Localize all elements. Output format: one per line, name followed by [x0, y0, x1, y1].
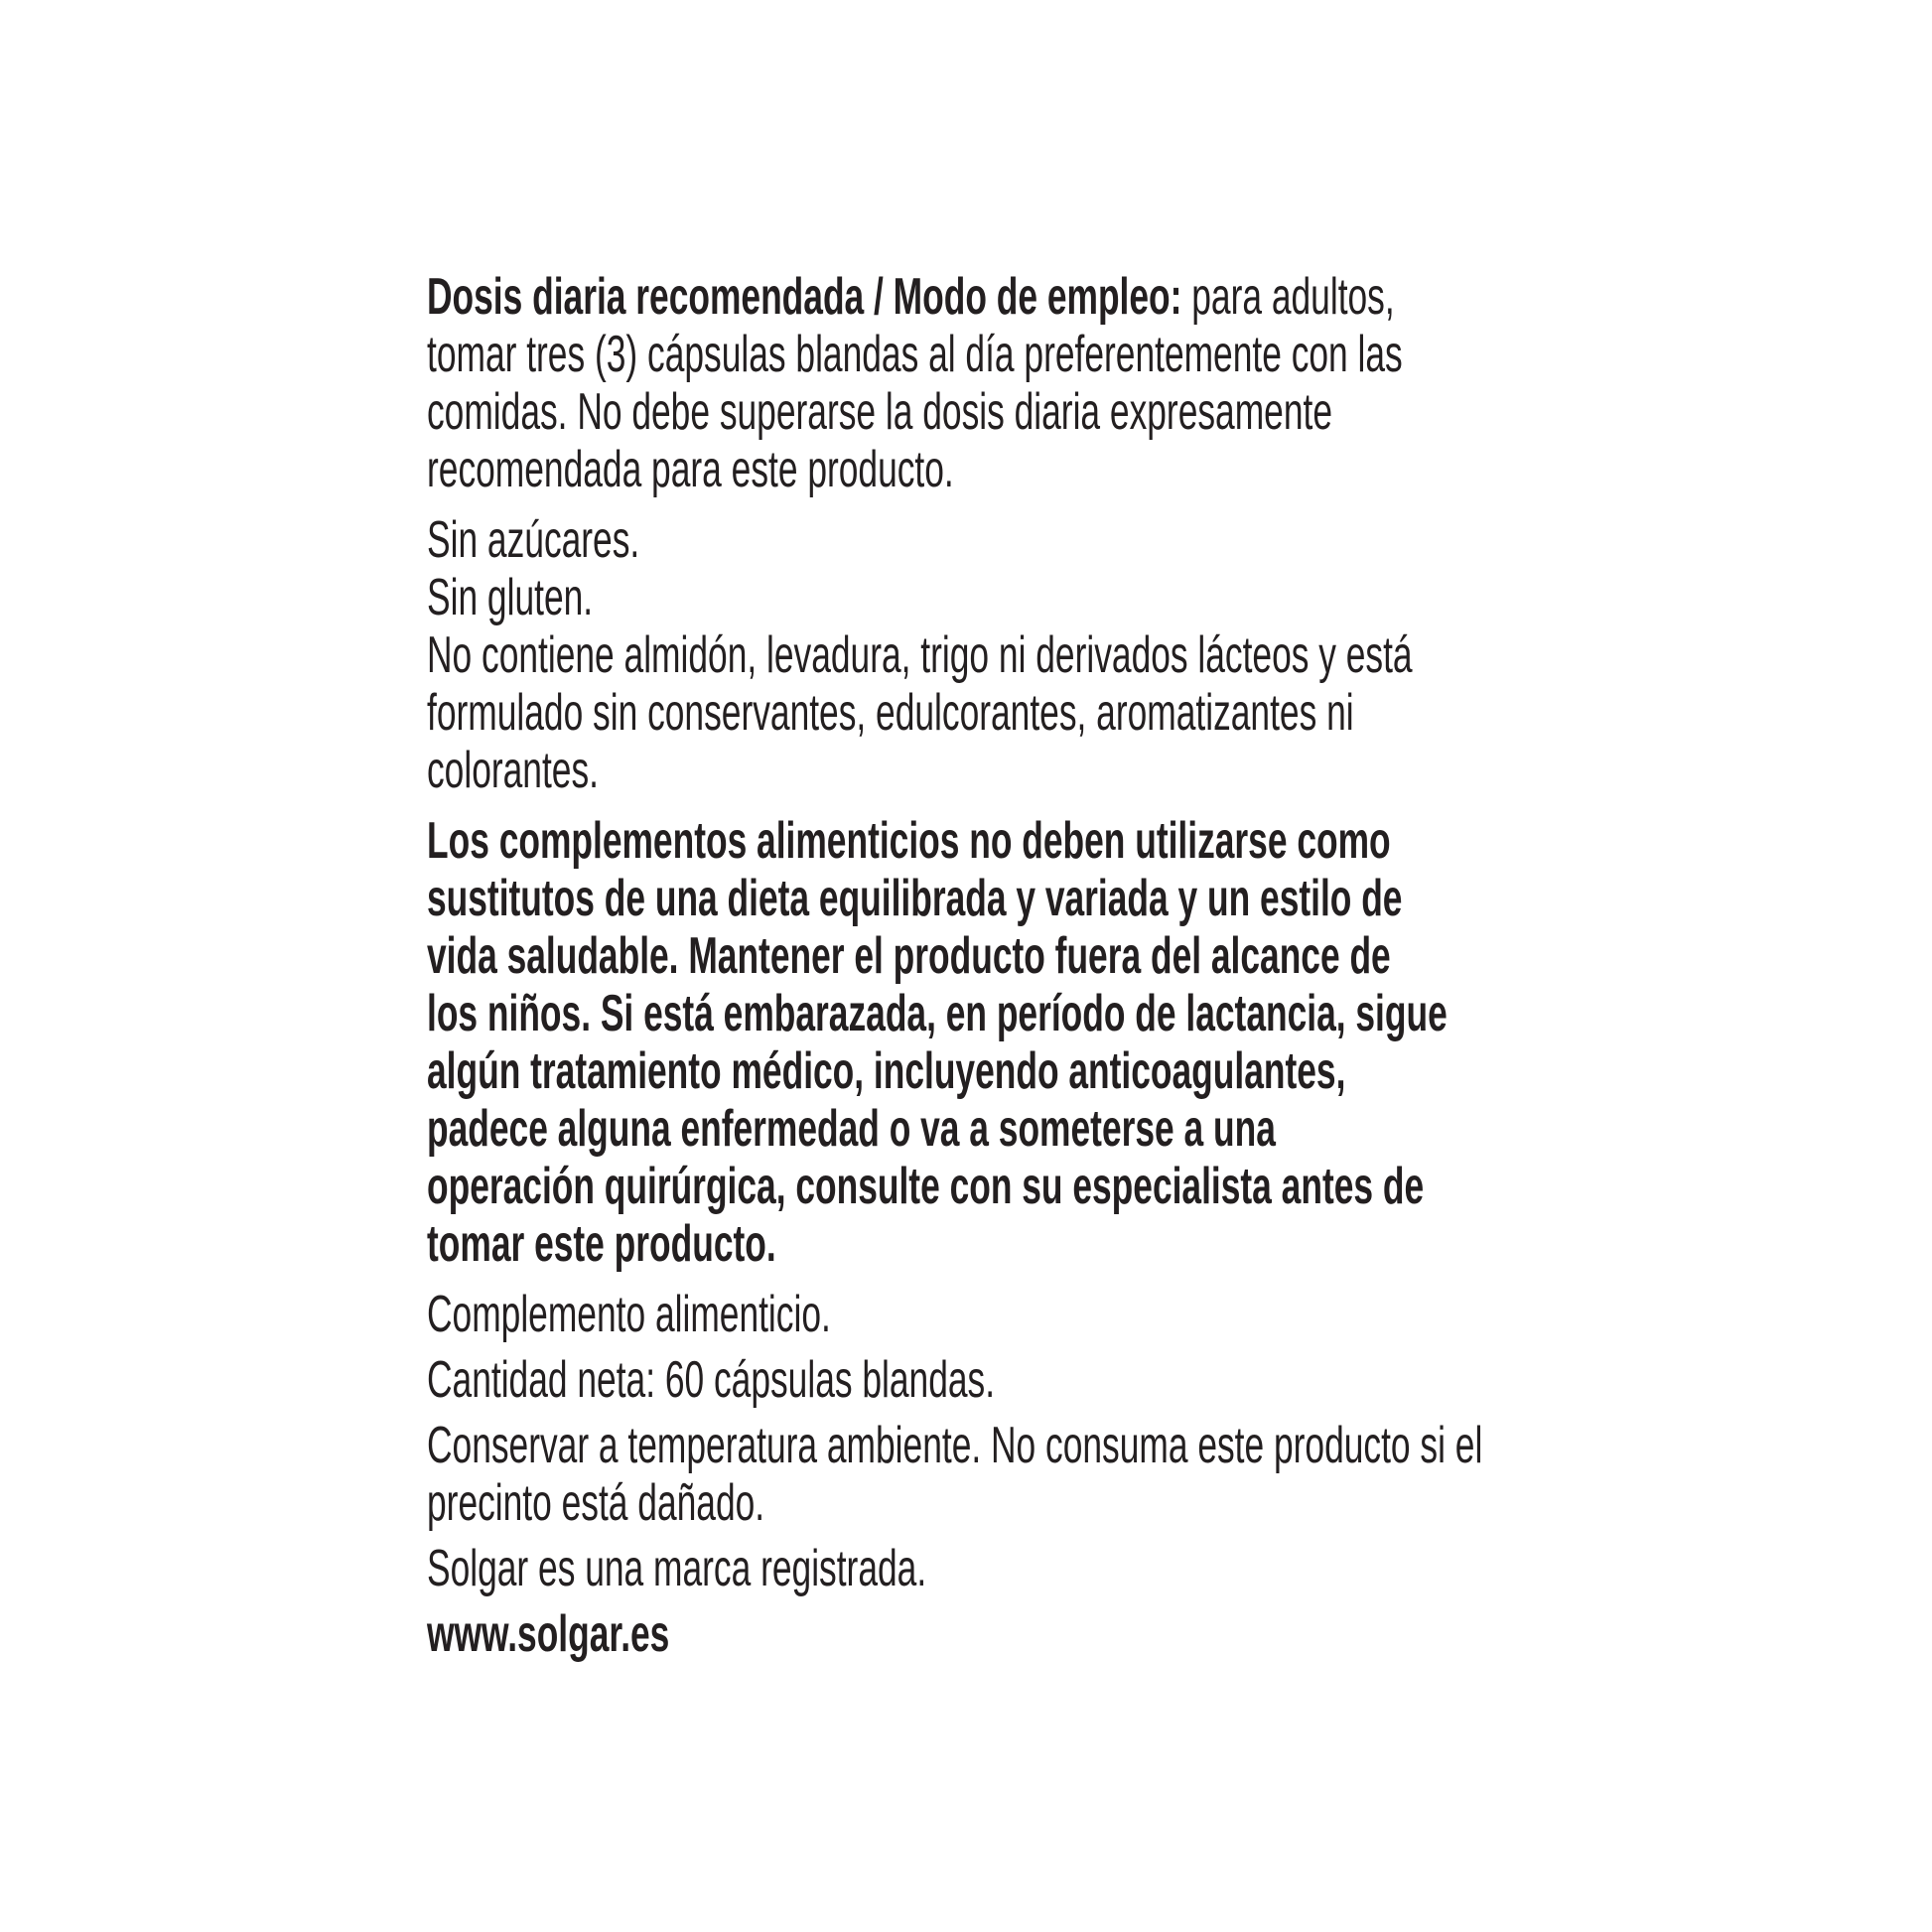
text-line [427, 812, 1575, 870]
text-line [427, 441, 1575, 498]
text-line [427, 511, 1575, 569]
paragraph-net-quantity [427, 1351, 1575, 1409]
bold-text-segment: vida saludable. Mantener el producto fuera del alcance de [427, 927, 1391, 985]
bold-text-segment: sustitutos de una dieta equilibrada y variada y un estilo de [427, 870, 1403, 927]
text-line [427, 626, 1575, 684]
text-line [427, 927, 1575, 985]
text-line [427, 684, 1575, 742]
text-line [427, 1158, 1575, 1215]
text-line [427, 326, 1575, 383]
bold-text-segment: algún tratamiento médico, incluyendo anticoagulantes, [427, 1042, 1346, 1100]
text-segment: Sin azúcares. [427, 511, 640, 569]
text-segment: Cantidad neta: 60 cápsulas blandas. [427, 1351, 996, 1409]
bold-text-segment: Los complementos alimenticios no deben utilizarse como [427, 812, 1391, 870]
text-segment: recomendada para este producto. [427, 441, 954, 498]
text-segment: comidas. No debe superarse la dosis diaria expresamente [427, 383, 1332, 441]
text-line [427, 1286, 1575, 1343]
text-line [427, 1474, 1575, 1532]
bold-text-segment: www.solgar.es [427, 1605, 670, 1663]
text-segment: Sin gluten. [427, 569, 594, 626]
bold-text-segment: padece alguna enfermedad o va a someterse a una [427, 1100, 1276, 1158]
text-segment: Conservar a temperatura ambiente. No consuma este producto si el [427, 1417, 1483, 1474]
label-text [427, 268, 1575, 1671]
text-line [427, 383, 1575, 441]
paragraph-trademark [427, 1540, 1575, 1597]
bold-text-segment: operación quirúrgica, consulte con su especialista antes de [427, 1158, 1425, 1215]
text-line [427, 569, 1575, 626]
text-line [427, 870, 1575, 927]
paragraph-website [427, 1605, 1575, 1663]
bold-text-segment: los niños. Si está embarazada, en período de lactancia, sigue [427, 985, 1448, 1042]
text-line [427, 1042, 1575, 1100]
paragraph-supplement-statement [427, 1286, 1575, 1343]
paragraph-dosage [427, 268, 1575, 498]
text-line [427, 1351, 1575, 1409]
paragraph-free-from [427, 511, 1575, 799]
text-line [427, 985, 1575, 1042]
text-segment: tomar tres (3) cápsulas blandas al día preferentemente con las [427, 326, 1403, 383]
text-segment: para adultos, [1181, 268, 1395, 326]
text-segment: precinto está dañado. [427, 1474, 765, 1532]
paragraph-storage [427, 1417, 1575, 1532]
text-segment: formulado sin conservantes, edulcorantes, aromatizantes ni [427, 684, 1354, 742]
text-line [427, 1100, 1575, 1158]
text-segment: Complemento alimenticio. [427, 1286, 831, 1343]
paragraph-warning [427, 812, 1575, 1273]
text-line [427, 268, 1575, 326]
text-segment: Solgar es una marca registrada. [427, 1540, 927, 1597]
text-line [427, 1540, 1575, 1597]
text-line [427, 742, 1575, 799]
bold-text-segment: tomar este producto. [427, 1215, 776, 1273]
text-line [427, 1605, 1575, 1663]
text-line [427, 1417, 1575, 1474]
bold-text-segment: Dosis diaria recomendada / Modo de empleo: [427, 268, 1182, 326]
text-line [427, 1215, 1575, 1273]
text-segment: No contiene almidón, levadura, trigo ni derivados lácteos y está [427, 626, 1413, 684]
text-segment: colorantes. [427, 742, 599, 799]
